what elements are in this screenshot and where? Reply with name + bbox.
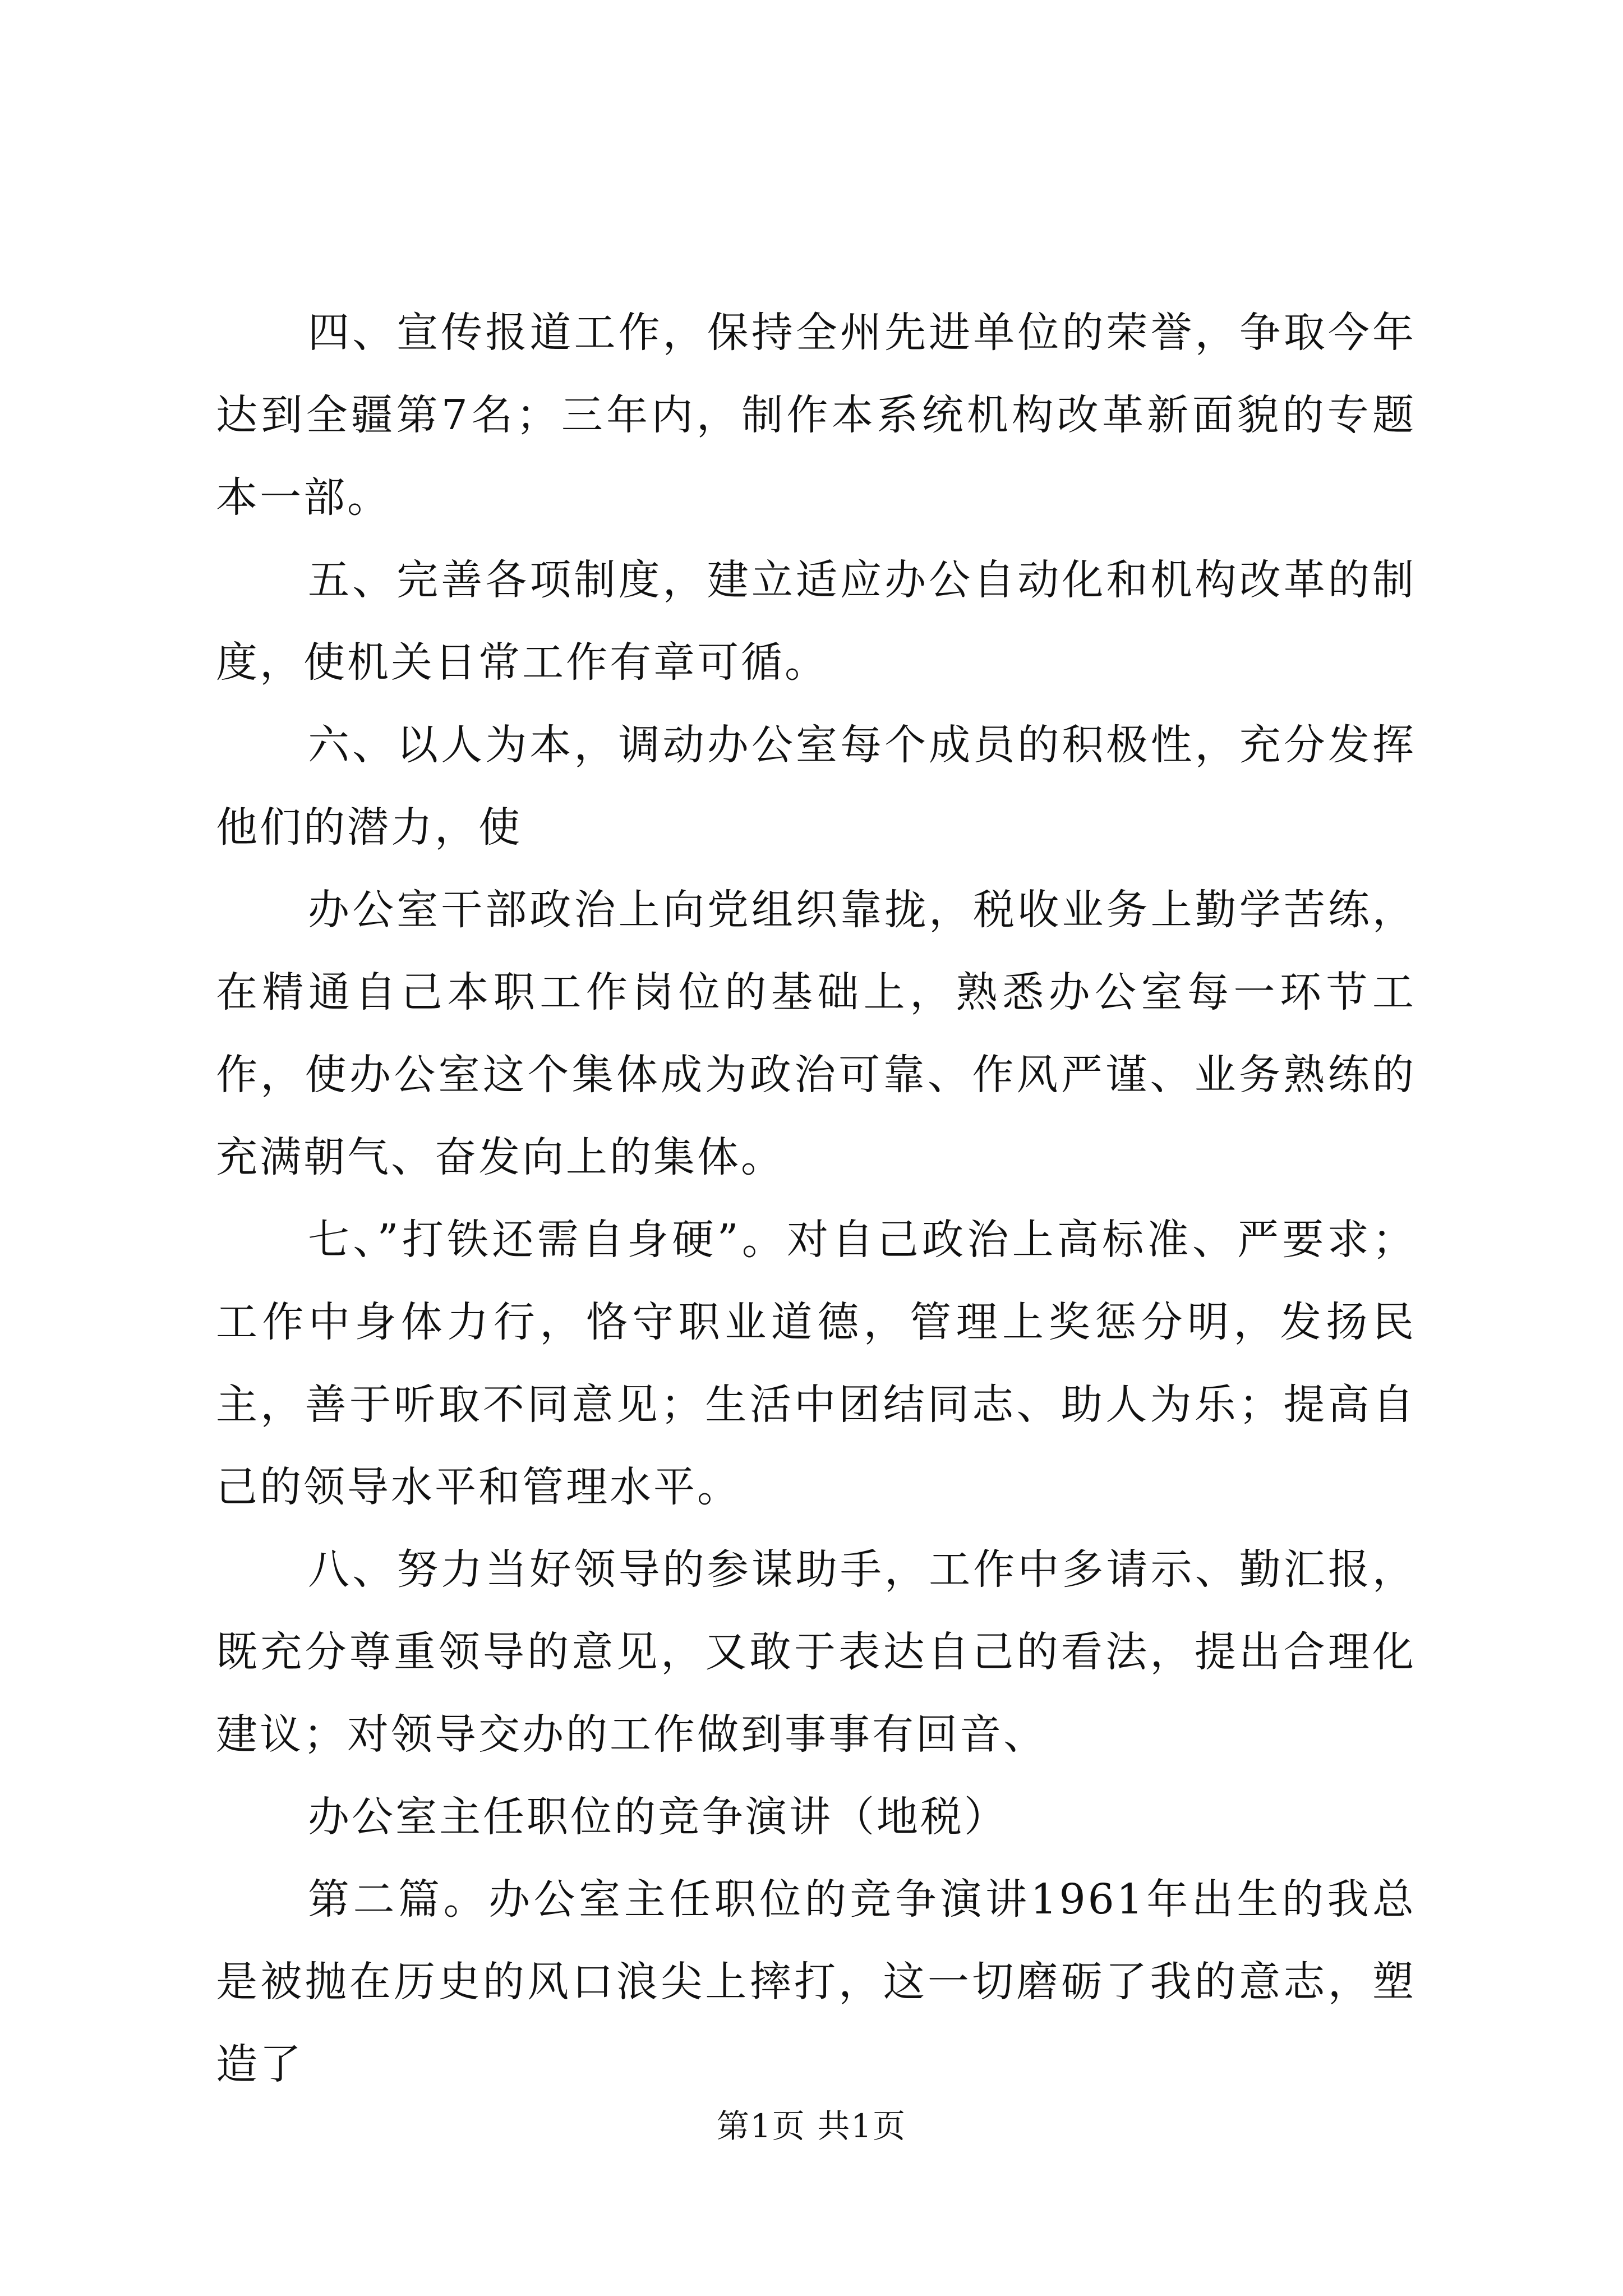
paragraph-section-8: 八、努力当好领导的参谋助手，工作中多请示、勤汇报，既充分尊重领导的意见，又敢于表达自己的看法，提出合理化建议；对领导交办的工作做到事事有回音、: [216, 1545, 1416, 1759]
paragraph-section-7: 七、”打铁还需自身硬”。对自己政治上高标准、严要求；工作中身体力行，恪守职业道德，管理上奖惩分明，发扬民主，善于听取不同意见；生活中团结同志、助人为乐；提高自己的领导水平和管理水平。: [216, 1216, 1416, 1511]
paragraph-section-4: 四、宣传报道工作，保持全州先进单位的荣誉，争取今年达到全疆第7名；三年内，制作本系统机构改革新面貌的专题本一部。: [216, 309, 1416, 522]
document-body: [216, 292, 1416, 2106]
speech-title: 办公室主任职位的竞争演讲（地税）: [308, 1793, 1008, 1841]
paragraph-second-article: 第二篇。办公室主任职位的竞争演讲1961年出生的我总是被抛在历史的风口浪尖上摔打，这一切磨砺了我的意志，塑造了: [216, 1875, 1416, 2088]
page-number-footer: 第1页 共1页: [716, 2107, 907, 2145]
paragraph-section-6: 六、以人为本，调动办公室每个成员的积极性，充分发挥他们的潜力，使: [216, 721, 1416, 852]
paragraph-section-5: 五、完善各项制度，建立适应办公自动化和机构改革的制度，使机关日常工作有章可循。: [216, 556, 1416, 687]
paragraph-section-6-continued: 办公室干部政治上向党组织靠拢，税收业务上勤学苦练，在精通自己本职工作岗位的基础上，熟悉办公室每一环节工作，使办公室这个集体成为政治可靠、作风严谨、业务熟练的充满朝气、奋发向上的集体。: [216, 886, 1416, 1181]
